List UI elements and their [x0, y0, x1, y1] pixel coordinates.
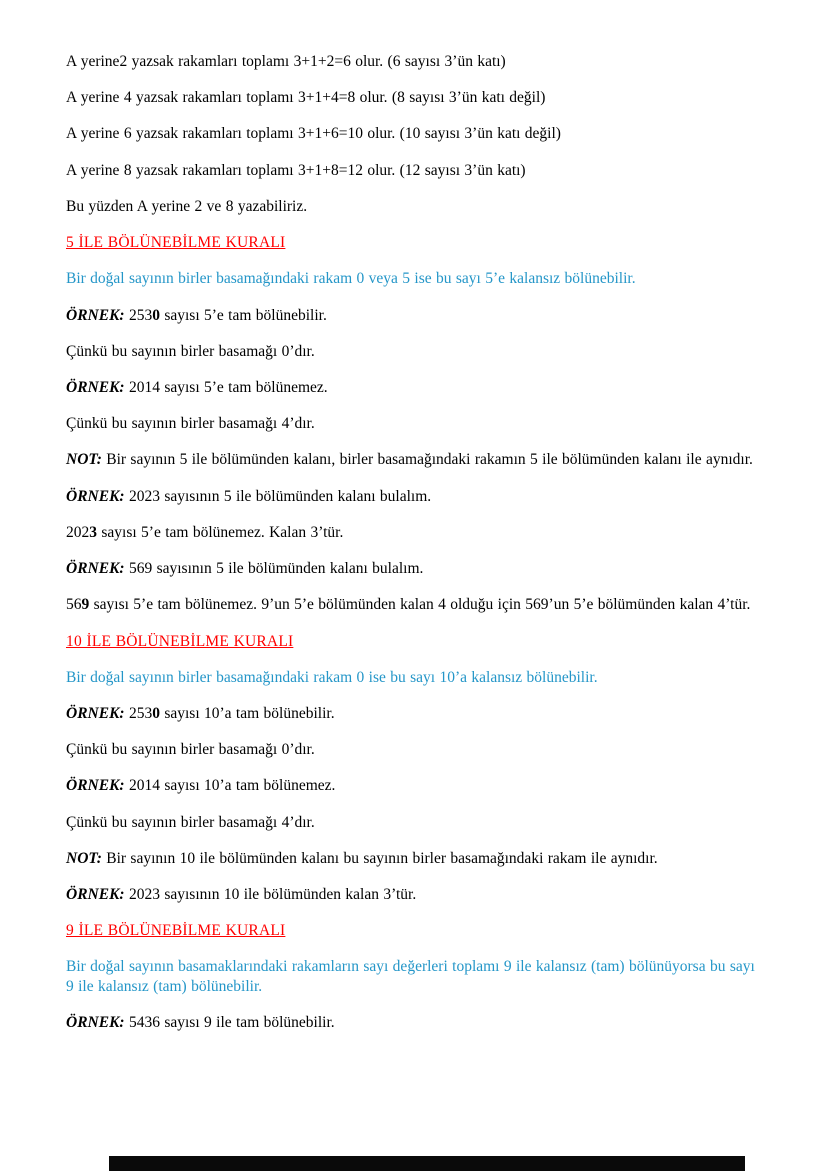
paragraph [66, 124, 766, 143]
paragraph [66, 414, 766, 433]
paragraph [66, 450, 766, 469]
text-run: 56 [66, 596, 82, 614]
paragraph [66, 52, 766, 71]
paragraph [66, 813, 766, 832]
text-run: sayısı 5’e tam bölünemez. Kalan 3’tür. [97, 523, 344, 541]
text-run: 5436 sayısı 9 ile tam bölünebilir. [124, 1013, 335, 1031]
text-run: Bir doğal sayının birler basamağındaki rakam 0 veya 5 ise bu sayı 5’e kalansız bölünebilir. [66, 270, 636, 288]
text-run: A yerine 4 yazsak rakamları toplamı 3+1+4=8 olur. (8 sayısı 3’ün katı değil) [66, 89, 546, 107]
paragraph [66, 378, 766, 397]
paragraph [66, 1013, 766, 1032]
text-run: 2014 sayısı 10’a tam bölünemez. [124, 777, 336, 795]
text-run: A yerine 6 yazsak rakamları toplamı 3+1+6=10 olur. (10 sayısı 3’ün katı değil) [66, 125, 561, 143]
text-run: sayısı 5’e tam bölünemez. 9’un 5’e bölümünden kalan 4 olduğu için 569’un 5’e bölümünden kalan 4’tür. [89, 596, 751, 614]
text-run: Çünkü bu sayının birler basamağı 4’dır. [66, 813, 315, 831]
text-run: Çünkü bu sayının birler basamağı 4’dır. [66, 415, 315, 433]
text-run: 9 İLE BÖLÜNEBİLME KURALI [66, 922, 286, 940]
paragraph [66, 740, 766, 759]
paragraph [66, 487, 766, 506]
bottom-bar [109, 1156, 745, 1171]
section-heading [66, 632, 766, 651]
text-run: 253 [124, 704, 153, 722]
text-run: sayısı 5’e tam bölünebilir. [159, 306, 327, 324]
text-run: ÖRNEK: [66, 886, 125, 904]
paragraph [66, 776, 766, 795]
text-run: NOT: [66, 451, 102, 469]
text-run: 9 [81, 596, 90, 614]
paragraph [66, 197, 766, 216]
text-run: Çünkü bu sayının birler basamağı 0’dır. [66, 741, 315, 759]
text-run: 5 İLE BÖLÜNEBİLME KURALI [66, 234, 286, 252]
paragraph [66, 88, 766, 107]
text-run: 0 [152, 306, 160, 324]
text-run: Bu yüzden A yerine 2 ve 8 yazabiliriz. [66, 197, 308, 215]
paragraph [66, 849, 766, 868]
paragraph [66, 595, 766, 614]
section-heading [66, 233, 766, 252]
text-run: NOT: [66, 849, 102, 867]
paragraph [66, 523, 766, 542]
text-run: 0 [152, 704, 160, 722]
text-run: ÖRNEK: [66, 704, 125, 722]
text-run: Bir sayının 5 ile bölümünden kalanı, birler basamağındaki rakamın 5 ile bölümünden kalanı ile aynıdır. [101, 451, 753, 469]
text-run: ÖRNEK: [66, 777, 125, 795]
rule-description [66, 957, 766, 995]
rule-description [66, 668, 766, 687]
text-run: ÖRNEK: [66, 1013, 125, 1031]
text-run: Bir sayının 10 ile bölümünden kalanı bu sayının birler basamağındaki rakam ile aynıdır. [101, 849, 658, 867]
text-run: 202 [66, 523, 90, 541]
text-run: sayısı 10’a tam bölünebilir. [159, 704, 335, 722]
text-run: 3 [89, 523, 97, 541]
text-run: 2014 sayısı 5’e tam bölünemez. [124, 378, 328, 396]
text-run: Bir doğal sayının basamaklarındaki rakamların sayı değerleri toplamı 9 ile kalansız (tam) bölünüyorsa bu sayı 9 ile kalansız (tam) bölünebilir. [66, 958, 755, 995]
section-heading [66, 921, 766, 940]
paragraph [66, 306, 766, 325]
text-run: 2023 sayısının 10 ile bölümünden kalan 3’tür. [124, 886, 417, 904]
text-run: 569 sayısının 5 ile bölümünden kalanı bulalım. [124, 560, 424, 578]
paragraph [66, 161, 766, 180]
text-run: ÖRNEK: [66, 560, 125, 578]
text-run: ÖRNEK: [66, 306, 125, 324]
text-run: A yerine2 yazsak rakamları toplamı 3+1+2=6 olur. (6 sayısı 3’ün katı) [66, 53, 506, 70]
text-run: A yerine 8 yazsak rakamları toplamı 3+1+8=12 olur. (12 sayısı 3’ün katı) [66, 161, 526, 179]
text-run: Çünkü bu sayının birler basamağı 0’dır. [66, 342, 315, 360]
paragraph [66, 559, 766, 578]
paragraph [66, 704, 766, 723]
text-run: 253 [124, 306, 153, 324]
text-run: ÖRNEK: [66, 487, 125, 505]
text-run: 10 İLE BÖLÜNEBİLME KURALI [66, 632, 294, 650]
text-run: Bir doğal sayının birler basamağındaki rakam 0 ise bu sayı 10’a kalansız bölünebilir. [66, 668, 598, 686]
text-run: ÖRNEK: [66, 378, 125, 396]
document-content [66, 52, 766, 1049]
paragraph [66, 342, 766, 361]
paragraph [66, 885, 766, 904]
rule-description [66, 269, 766, 288]
text-run: 2023 sayısının 5 ile bölümünden kalanı bulalım. [124, 487, 432, 505]
